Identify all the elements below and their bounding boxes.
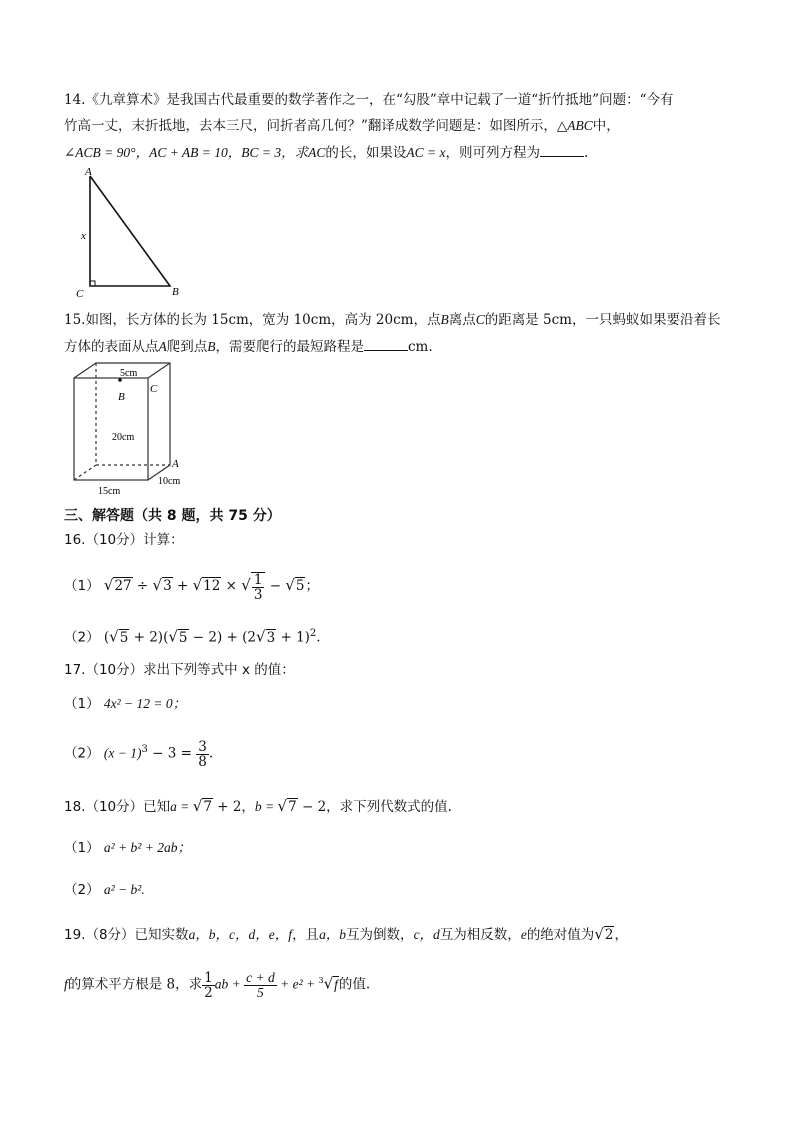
q18-title: 18.（10分）已知a = √7 + 2，b = √7 − 2，求下列代数式的值.	[64, 797, 452, 815]
q19-line2: f的算术平方根是 8，求 $\frac{1}{2}$ ab + $\frac{c + d}{5}$ + e² + $^3$√f的值.	[64, 969, 371, 1001]
q15-line1: 15.如图，长方体的长为 15cm，宽为 10cm，高为 20cm，点B离点C的距离是 5cm，一只蚂蚁如果要沿着长	[64, 312, 721, 328]
fraction-c-plus-d-over-5: $\frac{c + d}{5}$	[246, 969, 275, 1000]
fraction-three-eighths: $\frac{3}{8}$	[198, 738, 207, 770]
label-C: C	[150, 383, 158, 395]
label-x: x	[81, 230, 86, 242]
label-20cm: 20cm	[112, 432, 135, 443]
triangle-shape	[90, 176, 170, 286]
q14-triangle-figure	[72, 164, 192, 300]
label-B: B	[118, 391, 125, 403]
q14-line2: 竹高一丈，末折抵地，去本三尺，问折者高几何？”翻译成数学问题是：如图所示，△ABC中，	[64, 118, 620, 134]
q14-answer-blank	[540, 142, 584, 157]
q15-line2: 方体的表面从点A爬到点B，需要爬行的最短路程是 cm.	[64, 336, 433, 357]
q17-part2: （2） $(x - 1)^3 - 3$ = $\frac{3}{8}$ .	[64, 738, 214, 770]
label-A: A	[85, 166, 92, 178]
label-15cm: 15cm	[98, 486, 121, 497]
q15-answer-blank	[364, 336, 408, 351]
fraction-one-third: $\frac{1}{3}$	[251, 572, 266, 602]
label-5cm: 5cm	[120, 368, 138, 379]
q15-cuboid-figure	[66, 360, 196, 500]
q14-line1: 14.《九章算术》是我国古代最重要的数学著作之一，在“勾股”章中记载了一道“折竹抵地”问题：“今有	[64, 92, 674, 108]
q16-title: 16.（10分）计算：	[64, 532, 184, 548]
label-B: B	[172, 286, 179, 298]
q19-line1: 19.（8分）已知实数a，b，c，d，e，f，且a，b互为倒数，c，d互为相反数，e的绝对值为√2，	[64, 925, 628, 943]
q17-title: 17.（10分）求出下列等式中 x 的值：	[64, 662, 295, 678]
section-3-heading: 三、解答题（共 8 题，共 75 分）	[64, 508, 281, 524]
q16-part1: （1） √27 ÷ √3 + √12 × √ $\frac{1}{3}$ − √5；	[64, 571, 319, 603]
q17-part1: （1） 4x² − 12 = 0；	[64, 696, 187, 712]
fraction-one-half: $\frac{1}{2}$	[204, 969, 213, 1001]
label-A: A	[172, 458, 179, 470]
cuboid-top-right-edges	[74, 363, 170, 480]
q18-part1: （1） a² + b² + 2ab；	[64, 840, 191, 856]
q16-part2: （2） $(√5 + 2)(√5 - 2) + (2√3 + 1)^2$.	[64, 627, 321, 646]
q18-part2: （2） a² − b².	[64, 882, 145, 898]
q14-line3: ∠ACB = 90°，AC + AB = 10，BC = 3，求AC的长，如果设AC = x，则可列方程为 .	[64, 142, 588, 163]
cuboid-hidden-left	[74, 465, 96, 480]
label-C: C	[76, 288, 84, 300]
label-10cm: 10cm	[158, 476, 181, 487]
cuboid-top-front-edge	[148, 363, 170, 378]
